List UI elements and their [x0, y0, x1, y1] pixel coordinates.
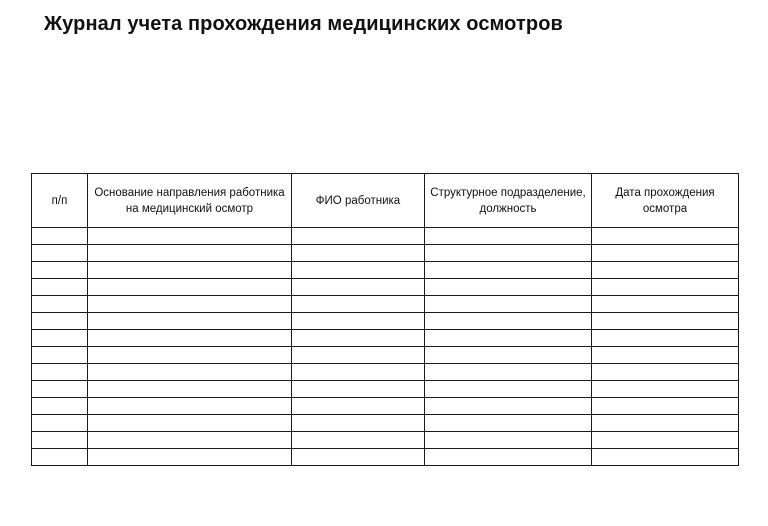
cell-referral-basis[interactable]: [88, 432, 292, 449]
cell-employee-name[interactable]: [292, 262, 425, 279]
table-row: [32, 245, 739, 262]
cell-exam-date[interactable]: [592, 347, 739, 364]
page-title: Журнал учета прохождения медицинских осмотров: [44, 13, 563, 35]
cell-number[interactable]: [32, 347, 88, 364]
cell-number[interactable]: [32, 262, 88, 279]
table-row: [32, 347, 739, 364]
cell-referral-basis[interactable]: [88, 449, 292, 466]
cell-exam-date[interactable]: [592, 381, 739, 398]
cell-referral-basis[interactable]: [88, 364, 292, 381]
cell-number[interactable]: [32, 228, 88, 245]
cell-number[interactable]: [32, 449, 88, 466]
cell-referral-basis[interactable]: [88, 228, 292, 245]
cell-number[interactable]: [32, 245, 88, 262]
cell-number[interactable]: [32, 279, 88, 296]
cell-exam-date[interactable]: [592, 262, 739, 279]
table-row: [32, 415, 739, 432]
cell-referral-basis[interactable]: [88, 347, 292, 364]
cell-number[interactable]: [32, 432, 88, 449]
table-row: [32, 279, 739, 296]
cell-exam-date[interactable]: [592, 296, 739, 313]
table-row: [32, 228, 739, 245]
cell-number[interactable]: [32, 313, 88, 330]
cell-employee-name[interactable]: [292, 313, 425, 330]
cell-department-position[interactable]: [425, 398, 592, 415]
cell-department-position[interactable]: [425, 364, 592, 381]
medical-exam-journal-table: [31, 173, 739, 466]
cell-referral-basis[interactable]: [88, 313, 292, 330]
cell-exam-date[interactable]: [592, 330, 739, 347]
cell-employee-name[interactable]: [292, 415, 425, 432]
table-row: [32, 262, 739, 279]
header-referral-basis: Основание направления работника на медицинский осмотр: [88, 174, 292, 228]
cell-department-position[interactable]: [425, 262, 592, 279]
table-body: [32, 228, 739, 466]
cell-employee-name[interactable]: [292, 279, 425, 296]
table-row: [32, 398, 739, 415]
cell-referral-basis[interactable]: [88, 245, 292, 262]
cell-exam-date[interactable]: [592, 415, 739, 432]
cell-exam-date[interactable]: [592, 313, 739, 330]
cell-exam-date[interactable]: [592, 364, 739, 381]
table-row: [32, 296, 739, 313]
table-row: [32, 330, 739, 347]
cell-department-position[interactable]: [425, 279, 592, 296]
cell-number[interactable]: [32, 296, 88, 313]
cell-number[interactable]: [32, 381, 88, 398]
cell-department-position[interactable]: [425, 449, 592, 466]
cell-number[interactable]: [32, 398, 88, 415]
table-row: [32, 449, 739, 466]
cell-employee-name[interactable]: [292, 398, 425, 415]
cell-referral-basis[interactable]: [88, 296, 292, 313]
table-row: [32, 381, 739, 398]
cell-employee-name[interactable]: [292, 296, 425, 313]
cell-exam-date[interactable]: [592, 245, 739, 262]
cell-referral-basis[interactable]: [88, 262, 292, 279]
cell-referral-basis[interactable]: [88, 381, 292, 398]
table-row: [32, 432, 739, 449]
cell-exam-date[interactable]: [592, 398, 739, 415]
cell-exam-date[interactable]: [592, 432, 739, 449]
header-exam-date: Дата прохождения осмотра: [592, 174, 739, 228]
cell-number[interactable]: [32, 415, 88, 432]
cell-referral-basis[interactable]: [88, 279, 292, 296]
cell-employee-name[interactable]: [292, 381, 425, 398]
cell-number[interactable]: [32, 330, 88, 347]
cell-department-position[interactable]: [425, 330, 592, 347]
cell-referral-basis[interactable]: [88, 330, 292, 347]
cell-exam-date[interactable]: [592, 279, 739, 296]
cell-employee-name[interactable]: [292, 228, 425, 245]
cell-number[interactable]: [32, 364, 88, 381]
cell-department-position[interactable]: [425, 415, 592, 432]
cell-employee-name[interactable]: [292, 330, 425, 347]
table-row: [32, 313, 739, 330]
header-employee-name: ФИО работника: [292, 174, 425, 228]
cell-referral-basis[interactable]: [88, 415, 292, 432]
cell-department-position[interactable]: [425, 432, 592, 449]
header-number: п/п: [32, 174, 88, 228]
cell-employee-name[interactable]: [292, 347, 425, 364]
cell-department-position[interactable]: [425, 296, 592, 313]
header-department-position: Структурное подразделение, должность: [425, 174, 592, 228]
cell-exam-date[interactable]: [592, 449, 739, 466]
cell-exam-date[interactable]: [592, 228, 739, 245]
cell-department-position[interactable]: [425, 313, 592, 330]
table-header-row: [32, 174, 739, 228]
cell-employee-name[interactable]: [292, 245, 425, 262]
cell-department-position[interactable]: [425, 245, 592, 262]
cell-department-position[interactable]: [425, 381, 592, 398]
cell-referral-basis[interactable]: [88, 398, 292, 415]
cell-employee-name[interactable]: [292, 449, 425, 466]
cell-department-position[interactable]: [425, 228, 592, 245]
cell-department-position[interactable]: [425, 347, 592, 364]
cell-employee-name[interactable]: [292, 432, 425, 449]
table-row: [32, 364, 739, 381]
cell-employee-name[interactable]: [292, 364, 425, 381]
